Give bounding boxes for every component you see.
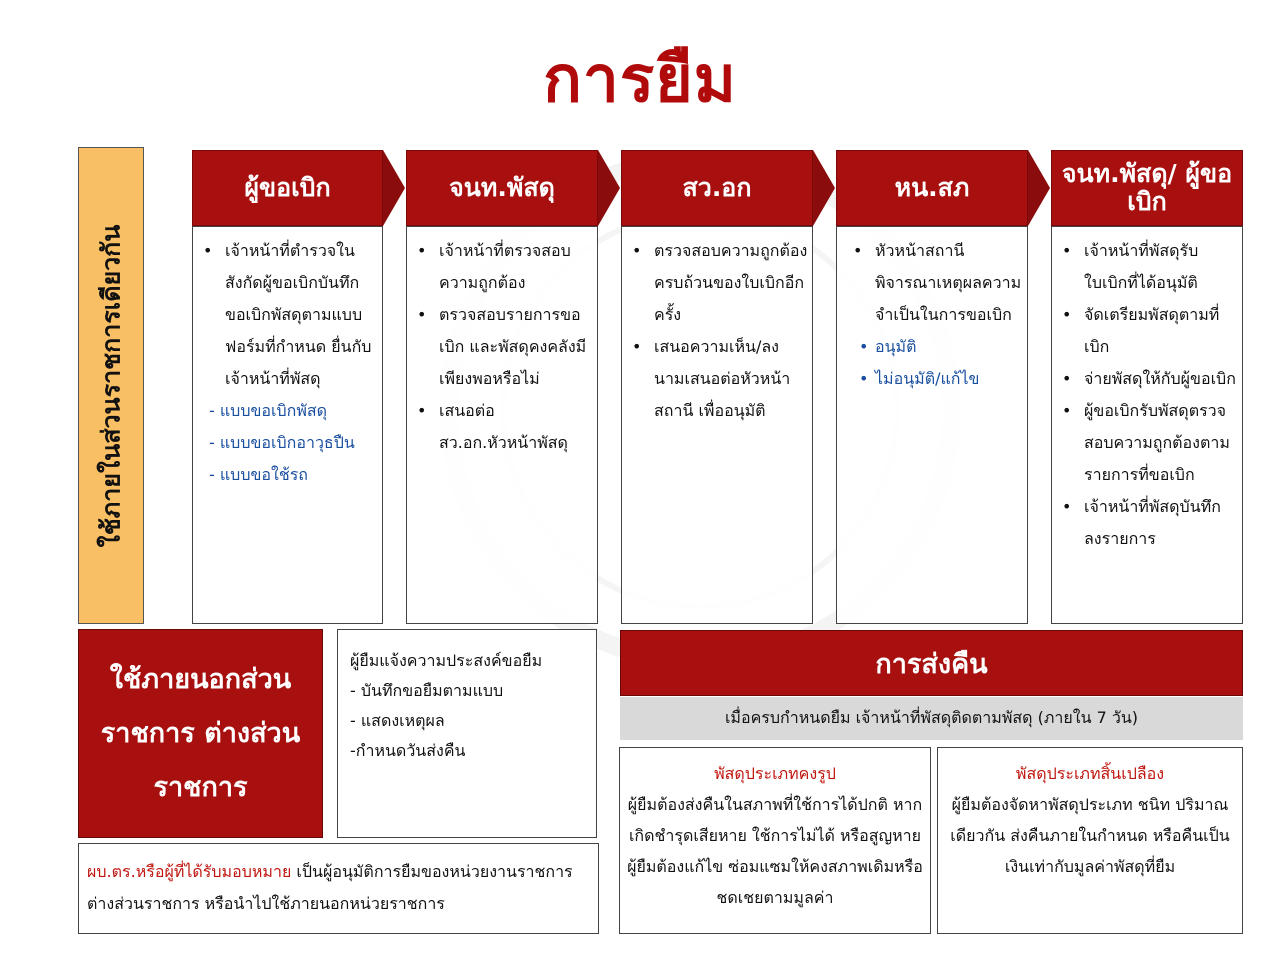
list-item: • เจ้าหน้าที่พัสดุบันทึกลงรายการ bbox=[1076, 491, 1238, 555]
list-item: • จัดเตรียมพัสดุตามที่เบิก bbox=[1076, 299, 1238, 363]
list-item: • จ่ายพัสดุให้กับผู้ขอเบิก bbox=[1076, 363, 1238, 395]
step-body-inspector bbox=[621, 226, 813, 624]
list-item: • เจ้าหน้าที่ตำรวจในสังกัดผู้ขอเบิกบันทึกขอเบิกพัสดุตามแบบฟอร์มที่กำหนด ยื่นกับเจ้าหน้าที่พัสดุ bbox=[217, 235, 378, 395]
step-body-officer-requester bbox=[1051, 226, 1243, 624]
form-label: แบบขอเบิกอาวุธปืน bbox=[219, 433, 355, 452]
step-header-officer-requester bbox=[1051, 150, 1243, 226]
step-header-label: หน.สภ bbox=[894, 173, 970, 202]
form-label: แบบขอใช้รถ bbox=[219, 465, 308, 484]
durable-text: ผู้ยืมต้องส่งคืนในสภาพที่ใช้การได้ปกติ หากเกิดชำรุดเสียหาย ใช้การไม่ได้ หรือสูญหาย ผู้ยืมต้องแก้ไข ซ่อมแซมให้คงสภาพเดิมหรือชดเชยตามมูลค่า bbox=[627, 795, 923, 907]
list-item: • เสนอต่อ สว.อก.หัวหน้าพัสดุ bbox=[431, 395, 593, 459]
list-item: • ผู้ขอเบิกรับพัสดุตรวจสอบความถูกต้องตามรายการที่ขอเบิก bbox=[1076, 395, 1238, 491]
step-header-supply-officer bbox=[406, 150, 598, 226]
decision-item: • อนุมัติ bbox=[863, 331, 1023, 363]
list-item: • ตรวจสอบรายการขอเบิก และพัสดุคงคลังมีเพียงพอหรือไม่ bbox=[431, 299, 593, 395]
consumable-return-box bbox=[937, 747, 1243, 934]
page-title: การยืม bbox=[543, 43, 737, 117]
step-body-supply-officer bbox=[406, 226, 598, 624]
approver-highlight: ผบ.ตร.หรือผู้ที่ได้รับมอบหมาย bbox=[87, 862, 292, 881]
borrow-intro: ผู้ยืมแจ้งความประสงค์ขอยืม bbox=[350, 651, 543, 670]
step-header-label: จนท.พัสดุ bbox=[449, 173, 555, 202]
list-item: • เจ้าหน้าที่พัสดุรับใบเบิกที่ได้อนุมัติ bbox=[1076, 235, 1238, 299]
consumable-title: พัสดุประเภทสิ้นเปลือง bbox=[1015, 764, 1165, 783]
list-item: • ตรวจสอบความถูกต้องครบถ้วนของใบเบิกอีกครั้ง bbox=[646, 235, 808, 331]
return-header bbox=[620, 630, 1243, 696]
durable-return-box bbox=[619, 747, 931, 934]
list-item: • หัวหน้าสถานีพิจารณาเหตุผลความจำเป็นในการขอเบิก bbox=[867, 235, 1023, 331]
return-note-text: เมื่อครบกำหนดยืม เจ้าหน้าที่พัสดุติดตามพัสดุ (ภายใน 7 วัน) bbox=[724, 708, 1139, 727]
approver-text: เป็นผู้อนุมัติการยืมของหน่วยงานราชการต่างส่วนราชการ หรือนำไปใช้ภายนอกหน่วยราชการ bbox=[87, 862, 573, 913]
decision-item: • ไม่อนุมัติ/แก้ไข bbox=[863, 363, 1023, 395]
borrow-request-box bbox=[337, 629, 597, 838]
borrow-item: - บันทึกขอยืมตามแบบ bbox=[350, 681, 504, 700]
consumable-text: ผู้ยืมต้องจัดหาพัสดุประเภท ชนิท ปริมาณ เดียวกัน ส่งคืนภายในกำหนด หรือคืนเป็นเงินเท่ากับมูลค่าพัสดุที่ยืม bbox=[950, 795, 1230, 876]
arrow-right-icon bbox=[813, 150, 835, 226]
step-header-label: สว.อก bbox=[682, 173, 752, 202]
step-header-requester bbox=[192, 150, 383, 226]
step-header-inspector bbox=[621, 150, 813, 226]
arrow-right-icon bbox=[383, 150, 405, 226]
approver-box bbox=[78, 843, 599, 934]
step-body-requester bbox=[192, 226, 383, 624]
outside-use-text: ใช้ภายนอกส่วนราชการ ต่างส่วนราชการ bbox=[100, 663, 301, 803]
side-label-text: ใช้ภายในส่วนราชการเดียวกัน bbox=[96, 224, 126, 547]
borrow-item: -กำหนดวันส่งคืน bbox=[350, 741, 466, 760]
return-note bbox=[620, 697, 1243, 740]
form-label: แบบขอเบิกพัสดุ bbox=[219, 401, 328, 420]
step-header-station-head bbox=[836, 150, 1028, 226]
list-item: • เสนอความเห็น/ลงนามเสนอต่อหัวหน้าสถานี เพื่ออนุมัติ bbox=[646, 331, 808, 427]
arrow-right-icon bbox=[598, 150, 620, 226]
form-item bbox=[209, 395, 378, 427]
outside-use-label bbox=[78, 629, 323, 838]
return-header-text: การส่งคืน bbox=[875, 648, 988, 680]
step-header-label: ผู้ขอเบิก bbox=[244, 173, 331, 202]
borrow-item: - แสดงเหตุผล bbox=[350, 711, 445, 730]
durable-title: พัสดุประเภทคงรูป bbox=[714, 764, 836, 783]
step-header-label: จนท.พัสดุ/ ผู้ขอเบิก bbox=[1061, 159, 1233, 216]
form-item bbox=[209, 459, 378, 491]
form-item bbox=[209, 427, 378, 459]
arrow-right-icon bbox=[1028, 150, 1050, 226]
list-item: • เจ้าหน้าที่ตรวจสอบความถูกต้อง bbox=[431, 235, 593, 299]
side-label-internal bbox=[78, 147, 144, 624]
step-body-station-head bbox=[836, 226, 1028, 624]
